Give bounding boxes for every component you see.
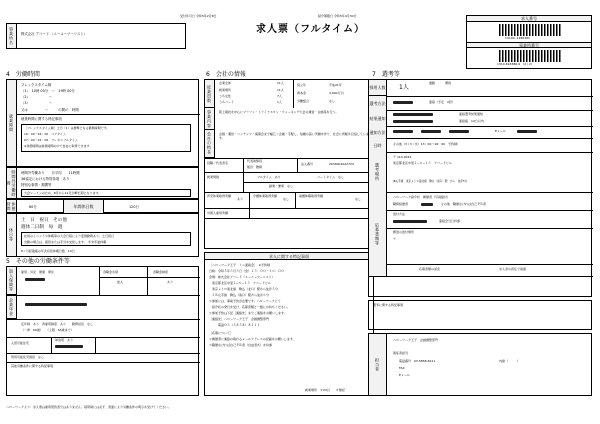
weekly-value: 週休二日制 毎 週 — [21, 225, 63, 230]
features-value: 企画・運営・コンテンツ・演奏会まで幅広く企画・手配し、信頼の高い実績を作り、社会に貢献を目指しています。 — [219, 132, 369, 140]
job-special-box: 求人に関する特記事項 ［ハローワーク王子 ミニ面接会］ ※予約制 日時：令和５年３月３日（金）１３：００〜１６：００ 会場：株式会社アコード（エーユーツーリスト） 東京都北区中里２−６−１３ アコードビル 東京メトロ南北線 駒込（北口）駅から徒歩５分 ＪＲ山手線 駒込（南口）駅から徒歩６分 ＊参加には、事前予約が必要です。ハローワークにて 紹介状の発行を受け、応募書類と一緒にお持ちください。 ＊参加予約は下記［連絡先］までご連絡をお願いします。 ［連絡先］ハローワーク王子 企画調整部門 電話０３（５８５８）８１１１ ［応募について］ ＊履歴書に連絡の取れるメールアドレスの記載をお願いします。 ＊職歴なければ自己ＰＲ書（自由書式）を持参 就業場所 ＃23以 ＃無記 — [204, 252, 374, 396]
capital: 3,000万円 — [329, 91, 344, 95]
result-1: 面接選考結果通知 — [459, 112, 484, 116]
shift-or: 又は 〜 の間の 時間 — [21, 108, 79, 112]
holiday-note-2: 出勤の場合は、振替または手当を支給します。 年末年始休暇 — [24, 240, 107, 244]
place-zip: 〒 114-0015 — [393, 155, 412, 159]
section-7-title: 7 選考等 — [372, 71, 400, 78]
capital-label: 資本金 — [297, 91, 307, 95]
method-value: 面接（予定 2回） — [429, 100, 455, 104]
shift-1: （1） 10時 00分 〜 19時 00分 — [21, 89, 75, 93]
docs-1: ハローワーク紹介状 履歴書（写真貼付） — [393, 195, 451, 199]
overtime-note: 大会シーズンのため、8月から11月が繁忙期となります。 — [24, 191, 102, 195]
staff-women-label: うち女性 — [219, 94, 232, 98]
care-leave-value: なし — [283, 197, 290, 201]
special-footer: 就業場所 ＃23以 ＃無記 — [305, 388, 345, 392]
work-hours-special-title: 就業時間に関する特記事項 — [21, 117, 62, 121]
notify-email: Eメール — [495, 129, 506, 133]
founded-label: 設立年 — [297, 83, 307, 87]
annual-holiday-label: 年間休日数 — [64, 200, 104, 213]
staff-part-label: うちパート — [219, 100, 235, 104]
holiday-label: 休日等 — [7, 214, 17, 256]
corp-num-label: 法人番号 — [301, 162, 314, 166]
staff-total-label: 企業全体 — [219, 81, 232, 85]
foreign-label: 外国人雇用実績 — [207, 211, 229, 215]
contact-tel: 電話番号 03-5858-8111 — [399, 359, 436, 363]
agreement-value: 36協定における特別条項 あり — [21, 177, 70, 181]
corporate-pension-label: 企業年金 — [7, 295, 17, 319]
holiday-box — [6, 213, 199, 257]
business-label: 事業内容 — [205, 108, 215, 130]
care-leave-label: 介護休業取得実績 — [253, 194, 278, 198]
result-label: 結果通知 — [369, 110, 387, 126]
staff-site: 11人 — [277, 88, 284, 92]
childcare-value: 利用可能託児施設 なし — [11, 355, 45, 359]
mutual-enrolled: 加入 — [117, 280, 124, 284]
retire-age-2: （一律 60歳） （上限 65歳まで） — [21, 328, 74, 332]
overtime-label: 時間外労働時間 — [6, 169, 17, 197]
insurance-value: 雇用 労災 健康 厚生 — [21, 270, 55, 274]
rules-label: 就業規則 — [207, 175, 220, 179]
corp-num: 2030001022724 — [329, 162, 354, 166]
special-circ: 特別な事情・期間等 — [21, 183, 52, 187]
features-label: 会社の特長 — [205, 130, 215, 158]
rules-parttime: パートタイム なし — [317, 175, 344, 179]
other-special-title: 其他労働条件に関する特記事項 — [11, 364, 54, 368]
rules-fulltime: フルタイム あり — [257, 175, 281, 179]
company-name: 株式会社 アコード （エーユーツーリスト） — [21, 32, 88, 36]
annual-holiday-value: 120日 — [129, 205, 139, 209]
break-box — [6, 199, 199, 213]
place-access: JR山手線 東京メトロ南北線 駒込（南口）駅 から 徒歩5分 — [393, 180, 468, 183]
contact-org: ハローワーク王子 企画調整部門 — [393, 338, 439, 342]
union: なし — [329, 99, 336, 103]
date-value: その他（3 / 3（水）13：00〜16：00 予約制） — [393, 142, 461, 146]
break-label: 休憩時間 — [6, 201, 17, 211]
notify-label: 通知方法 — [369, 126, 387, 138]
overtime-box — [6, 167, 199, 199]
page-title: 求人票（フルタイム） — [256, 24, 365, 35]
method-label: 選考方法 — [369, 96, 387, 110]
job-number-label: 求人番号 — [467, 16, 591, 22]
staff-women: 7人 — [277, 94, 282, 98]
nursing-leave-value: なし — [355, 197, 362, 201]
contact-ext: 内線（ ） — [499, 359, 521, 363]
office-label: 事業所名 — [7, 24, 17, 48]
section-4-title: 4 労働時間 — [6, 71, 40, 78]
housing-value: 単身用 あり — [55, 338, 74, 342]
job-number: 13100- 1286361 — [505, 36, 530, 40]
docs-label: 応募書類等 — [369, 192, 387, 276]
place-address: 東京都北区中里２−６−１３ アコードビル — [393, 161, 452, 165]
shift-2: （2） 〜 — [21, 95, 52, 99]
childcare-leave-value: あり — [237, 197, 244, 201]
office-number: 1310-618386-9 （2 / 2） — [497, 62, 534, 66]
rep-title: 代表取締役 — [247, 159, 263, 163]
contact-fax: FAX — [399, 366, 405, 370]
result-2: 面接後 14日以内 — [459, 119, 484, 123]
retire-age: 定年制 あり 再雇用制度 あり 勤務延長 なし — [21, 322, 94, 326]
return-label: 応募書類の返戻 — [419, 267, 441, 271]
conditions-box — [6, 266, 199, 396]
contact-email: Eメール — [399, 373, 410, 377]
overtime-value: 時間外労働あり 月平均 11時間 — [21, 171, 80, 175]
send-label: 送付方法 — [393, 212, 406, 216]
work-hours-label: 就業時間 — [7, 80, 17, 166]
selection-special-title: 選考に関する特記事項 — [373, 303, 404, 307]
section-5-title: 5 その他の労働条件等 — [6, 258, 70, 265]
office-number-label: 事業所番号 — [467, 42, 591, 48]
docs-3: その他 職歴なければ自己ＰＲ書 — [441, 202, 487, 206]
barcode-icon — [499, 24, 561, 36]
staff-total: 11人 — [277, 81, 284, 85]
referral-period: 紹介期限日 令和5年4月30日 — [318, 14, 357, 18]
company-box — [204, 79, 374, 249]
rep-label: 役職／代表者名 — [207, 161, 229, 165]
retire-mutual-label: 退職金共済 — [103, 270, 119, 274]
barcode-icon — [499, 50, 561, 62]
nursing-leave-label: 看護休暇取得実績 — [299, 194, 324, 198]
section-6-title: 6 会社の情報 — [206, 71, 246, 78]
retire-exists: あり — [167, 280, 174, 284]
selection-box — [368, 79, 592, 297]
mail-zip: 〒 — [393, 237, 397, 241]
return-value: 求人者の責任で廃棄 — [499, 267, 527, 271]
shift-3: （3） 〜 — [21, 101, 52, 105]
selection-special-box — [368, 300, 592, 330]
footer-note: ハローワークより：求人票は雇用契約書ではありません。採用時には必ず、書面により労働条件の明示を受けてください。 — [6, 405, 171, 409]
insurance-label: 加入保険等 — [7, 267, 17, 295]
paid-leave: 6ヶ月経過後の年次有給休暇日数 10日 — [21, 249, 75, 253]
business-value: 陸上競技を中心にマラソン・トライアスロン・ウォーキング大会の運営・企画等を行う。 — [219, 110, 339, 114]
flex-label: フレックスタイム制 — [21, 83, 52, 87]
work-hours-special-box: ［フレックスタイム制］土日（1）は標準となる勤務時間です。 10：00〜16：00 コアタイム 07：00〜22：00 フレキシブルタイム ※休憩時間は就業時間の中で自由に取得できます — [21, 124, 191, 152]
work-hours-box — [6, 79, 199, 167]
date-label: 日時 — [369, 138, 387, 152]
childcare-leave-label: 育児休業取得実績 — [207, 194, 232, 198]
contact-box — [368, 333, 592, 396]
holidays-value: 土 日 祝日 その他 — [21, 218, 67, 223]
job-number-box — [466, 15, 592, 69]
job-special-title: 求人に関する特記事項 — [205, 253, 373, 260]
union-label: 労働組合 — [297, 99, 310, 103]
staff-site-label: 就業場所 — [219, 88, 232, 92]
hire-count: 1人 — [399, 84, 409, 91]
hire-note-2: 増員 — [445, 81, 452, 85]
received-date: 受付年月日 令和5年2月8日 — [180, 14, 217, 18]
contact-role: 国係者担当 — [393, 351, 409, 355]
office-box — [6, 23, 186, 49]
contact-label: 担当者 — [369, 334, 387, 395]
rep-name: 飯田 雅樹 — [247, 165, 263, 169]
docs-2: 職務経歴書 — [393, 202, 409, 206]
staff-part: 1人 — [277, 100, 282, 104]
mail-label: 郵送の送付場所 — [393, 230, 415, 234]
holiday-note-1: 社員のイベントや休暇等の大会日程により変則勤務あり。土日祝日 — [24, 234, 115, 238]
break-value: 60分 — [29, 205, 37, 209]
hire-label: 採用人数 — [369, 80, 387, 96]
founded: 平成21年 — [329, 83, 342, 87]
place-label: 選考場所 — [369, 152, 387, 192]
hire-note-1: 通勤 — [429, 81, 436, 85]
retire-system-label: 退職金制度 — [153, 270, 169, 274]
staff-label: 従業員数 — [205, 80, 215, 108]
side-job: 副業・兼業 なし — [269, 184, 294, 188]
housing-label: 入居可能住宅 — [11, 341, 30, 345]
send-note: 面接会当日持参 — [439, 219, 461, 223]
